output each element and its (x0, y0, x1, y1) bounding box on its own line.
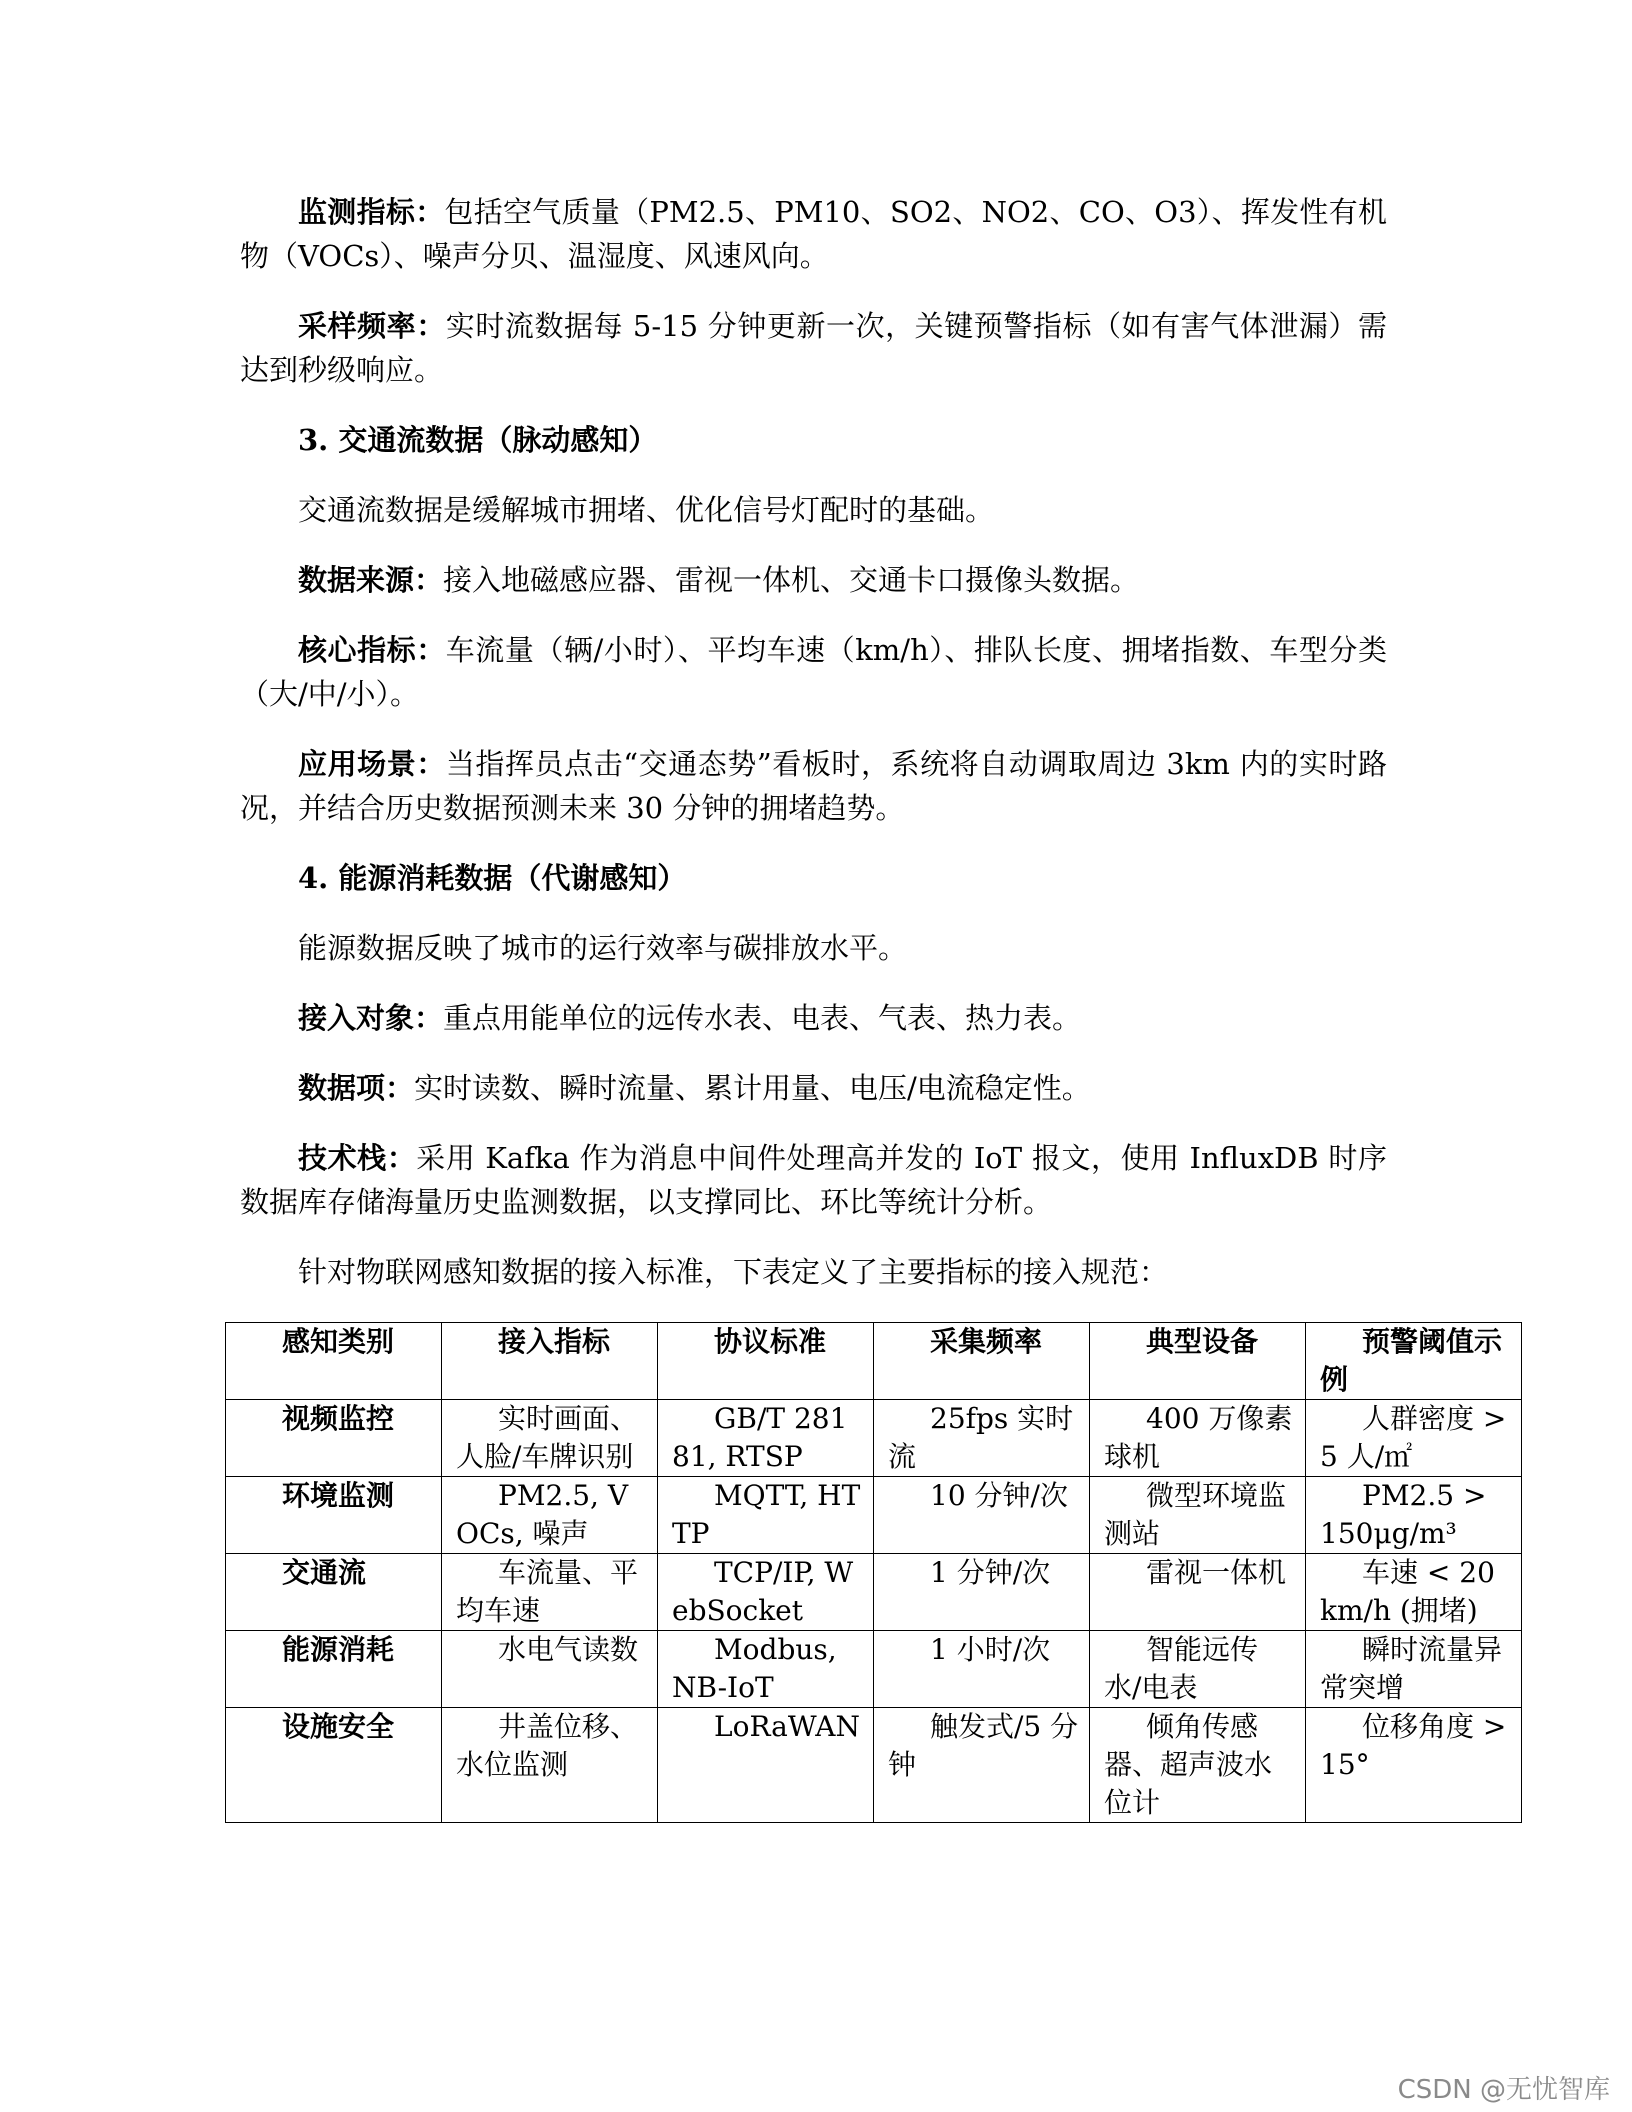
table-cell: 微型环境监测站 (1090, 1477, 1306, 1554)
table-header-cell: 预警阈值示例 (1306, 1323, 1522, 1400)
paragraph-application-scene (240, 742, 1387, 830)
table-row (226, 1400, 1522, 1477)
table-cell: 车流量、平均车速 (442, 1554, 658, 1631)
table-cell: 雷视一体机 (1090, 1554, 1306, 1631)
table-cell-category: 设施安全 (226, 1708, 442, 1823)
label-source: 数据来源： (298, 563, 444, 597)
text-scene: 当指挥员点击“交通态势”看板时，系统将自动调取周边 3km 内的实时路况，并结合历史数据预测未来 30 分钟的拥堵趋势。 (240, 747, 1387, 825)
table-cell: 25fps 实时流 (874, 1400, 1090, 1477)
label-items: 数据项： (298, 1071, 415, 1105)
text-stack: 采用 Kafka 作为消息中间件处理高并发的 IoT 报文，使用 InfluxDB 时序数据库存储海量历史监测数据，以支撑同比、环比等统计分析。 (240, 1141, 1387, 1219)
paragraph-table-intro: 针对物联网感知数据的接入标准，下表定义了主要指标的接入规范： (298, 1255, 1169, 1289)
paragraph-sampling-frequency (240, 304, 1387, 392)
table-cell: 触发式/5 分钟 (874, 1708, 1090, 1823)
label-scene: 应用场景： (298, 747, 446, 781)
table-header-cell: 感知类别 (226, 1323, 442, 1400)
table-header-cell: 接入指标 (442, 1323, 658, 1400)
text-target: 重点用能单位的远传水表、电表、气表、热力表。 (443, 1001, 1082, 1035)
label-sampling: 采样频率： (298, 309, 446, 343)
table-cell: PM2.5 > 150μg/m³ (1306, 1477, 1522, 1554)
paragraph-data-source (240, 558, 1387, 602)
table-cell: 井盖位移、水位监测 (442, 1708, 658, 1823)
table-cell-category: 视频监控 (226, 1400, 442, 1477)
text-monitor: 包括空气质量（PM2.5、PM10、SO2、NO2、CO、O3）、挥发性有机物（VOCs）、噪声分贝、温湿度、风速风向。 (240, 195, 1387, 273)
text-sampling: 实时流数据每 5-15 分钟更新一次，关键预警指标（如有害气体泄漏）需达到秒级响应。 (240, 309, 1387, 387)
table-cell-category: 环境监测 (226, 1477, 442, 1554)
label-stack: 技术栈： (298, 1141, 417, 1175)
label-target: 接入对象： (298, 1001, 444, 1035)
access-spec-table (225, 1322, 1522, 1823)
table-cell-category: 能源消耗 (226, 1631, 442, 1708)
heading-energy-data: 4. 能源消耗数据（代谢感知） (298, 861, 687, 895)
csdn-watermark: CSDN @无忧智库 (1397, 2075, 1610, 2105)
table-cell: 1 小时/次 (874, 1631, 1090, 1708)
document-body (240, 190, 1387, 1320)
table-cell: 智能远传水/电表 (1090, 1631, 1306, 1708)
paragraph-access-target (240, 996, 1387, 1040)
table-cell: 倾角传感器、超声波水位计 (1090, 1708, 1306, 1823)
table-cell: Modbus, NB-IoT (658, 1631, 874, 1708)
paragraph-traffic-intro: 交通流数据是缓解城市拥堵、优化信号灯配时的基础。 (298, 493, 995, 527)
label-monitor: 监测指标： (298, 195, 445, 229)
table-header-cell: 采集频率 (874, 1323, 1090, 1400)
text-items: 实时读数、瞬时流量、累计用量、电压/电流稳定性。 (414, 1071, 1091, 1105)
table-cell: LoRaWAN (658, 1708, 874, 1823)
label-core: 核心指标： (298, 633, 446, 667)
text-core: 车流量（辆/小时）、平均车速（km/h）、排队长度、拥堵指数、车型分类（大/中/小）。 (240, 633, 1387, 711)
table-header-cell: 典型设备 (1090, 1323, 1306, 1400)
table-cell: 瞬时流量异常突增 (1306, 1631, 1522, 1708)
table-cell: 10 分钟/次 (874, 1477, 1090, 1554)
table-row (226, 1708, 1522, 1823)
table-row (226, 1554, 1522, 1631)
table-cell: TCP/IP, WebSocket (658, 1554, 874, 1631)
table-header-row (226, 1323, 1522, 1400)
table-row (226, 1477, 1522, 1554)
table-cell: GB/T 28181, RTSP (658, 1400, 874, 1477)
table-cell: 水电气读数 (442, 1631, 658, 1708)
table-cell: 位移角度 > 15° (1306, 1708, 1522, 1823)
table-cell: 实时画面、人脸/车牌识别 (442, 1400, 658, 1477)
table-cell: 车速 < 20km/h (拥堵) (1306, 1554, 1522, 1631)
paragraph-data-items (240, 1066, 1387, 1110)
paragraph-monitor-indicators (240, 190, 1387, 278)
table-row (226, 1631, 1522, 1708)
table-cell: 1 分钟/次 (874, 1554, 1090, 1631)
table-cell: 400 万像素球机 (1090, 1400, 1306, 1477)
paragraph-core-indicators (240, 628, 1387, 716)
table-cell-category: 交通流 (226, 1554, 442, 1631)
table-cell: PM2.5, VOCs, 噪声 (442, 1477, 658, 1554)
paragraph-energy-intro: 能源数据反映了城市的运行效率与碳排放水平。 (298, 931, 908, 965)
table-header-cell: 协议标准 (658, 1323, 874, 1400)
heading-traffic-data: 3. 交通流数据（脉动感知） (298, 423, 658, 457)
table-cell: 人群密度 > 5 人/㎡ (1306, 1400, 1522, 1477)
table-cell: MQTT, HTTP (658, 1477, 874, 1554)
paragraph-tech-stack (240, 1136, 1387, 1224)
text-source: 接入地磁感应器、雷视一体机、交通卡口摄像头数据。 (443, 563, 1140, 597)
